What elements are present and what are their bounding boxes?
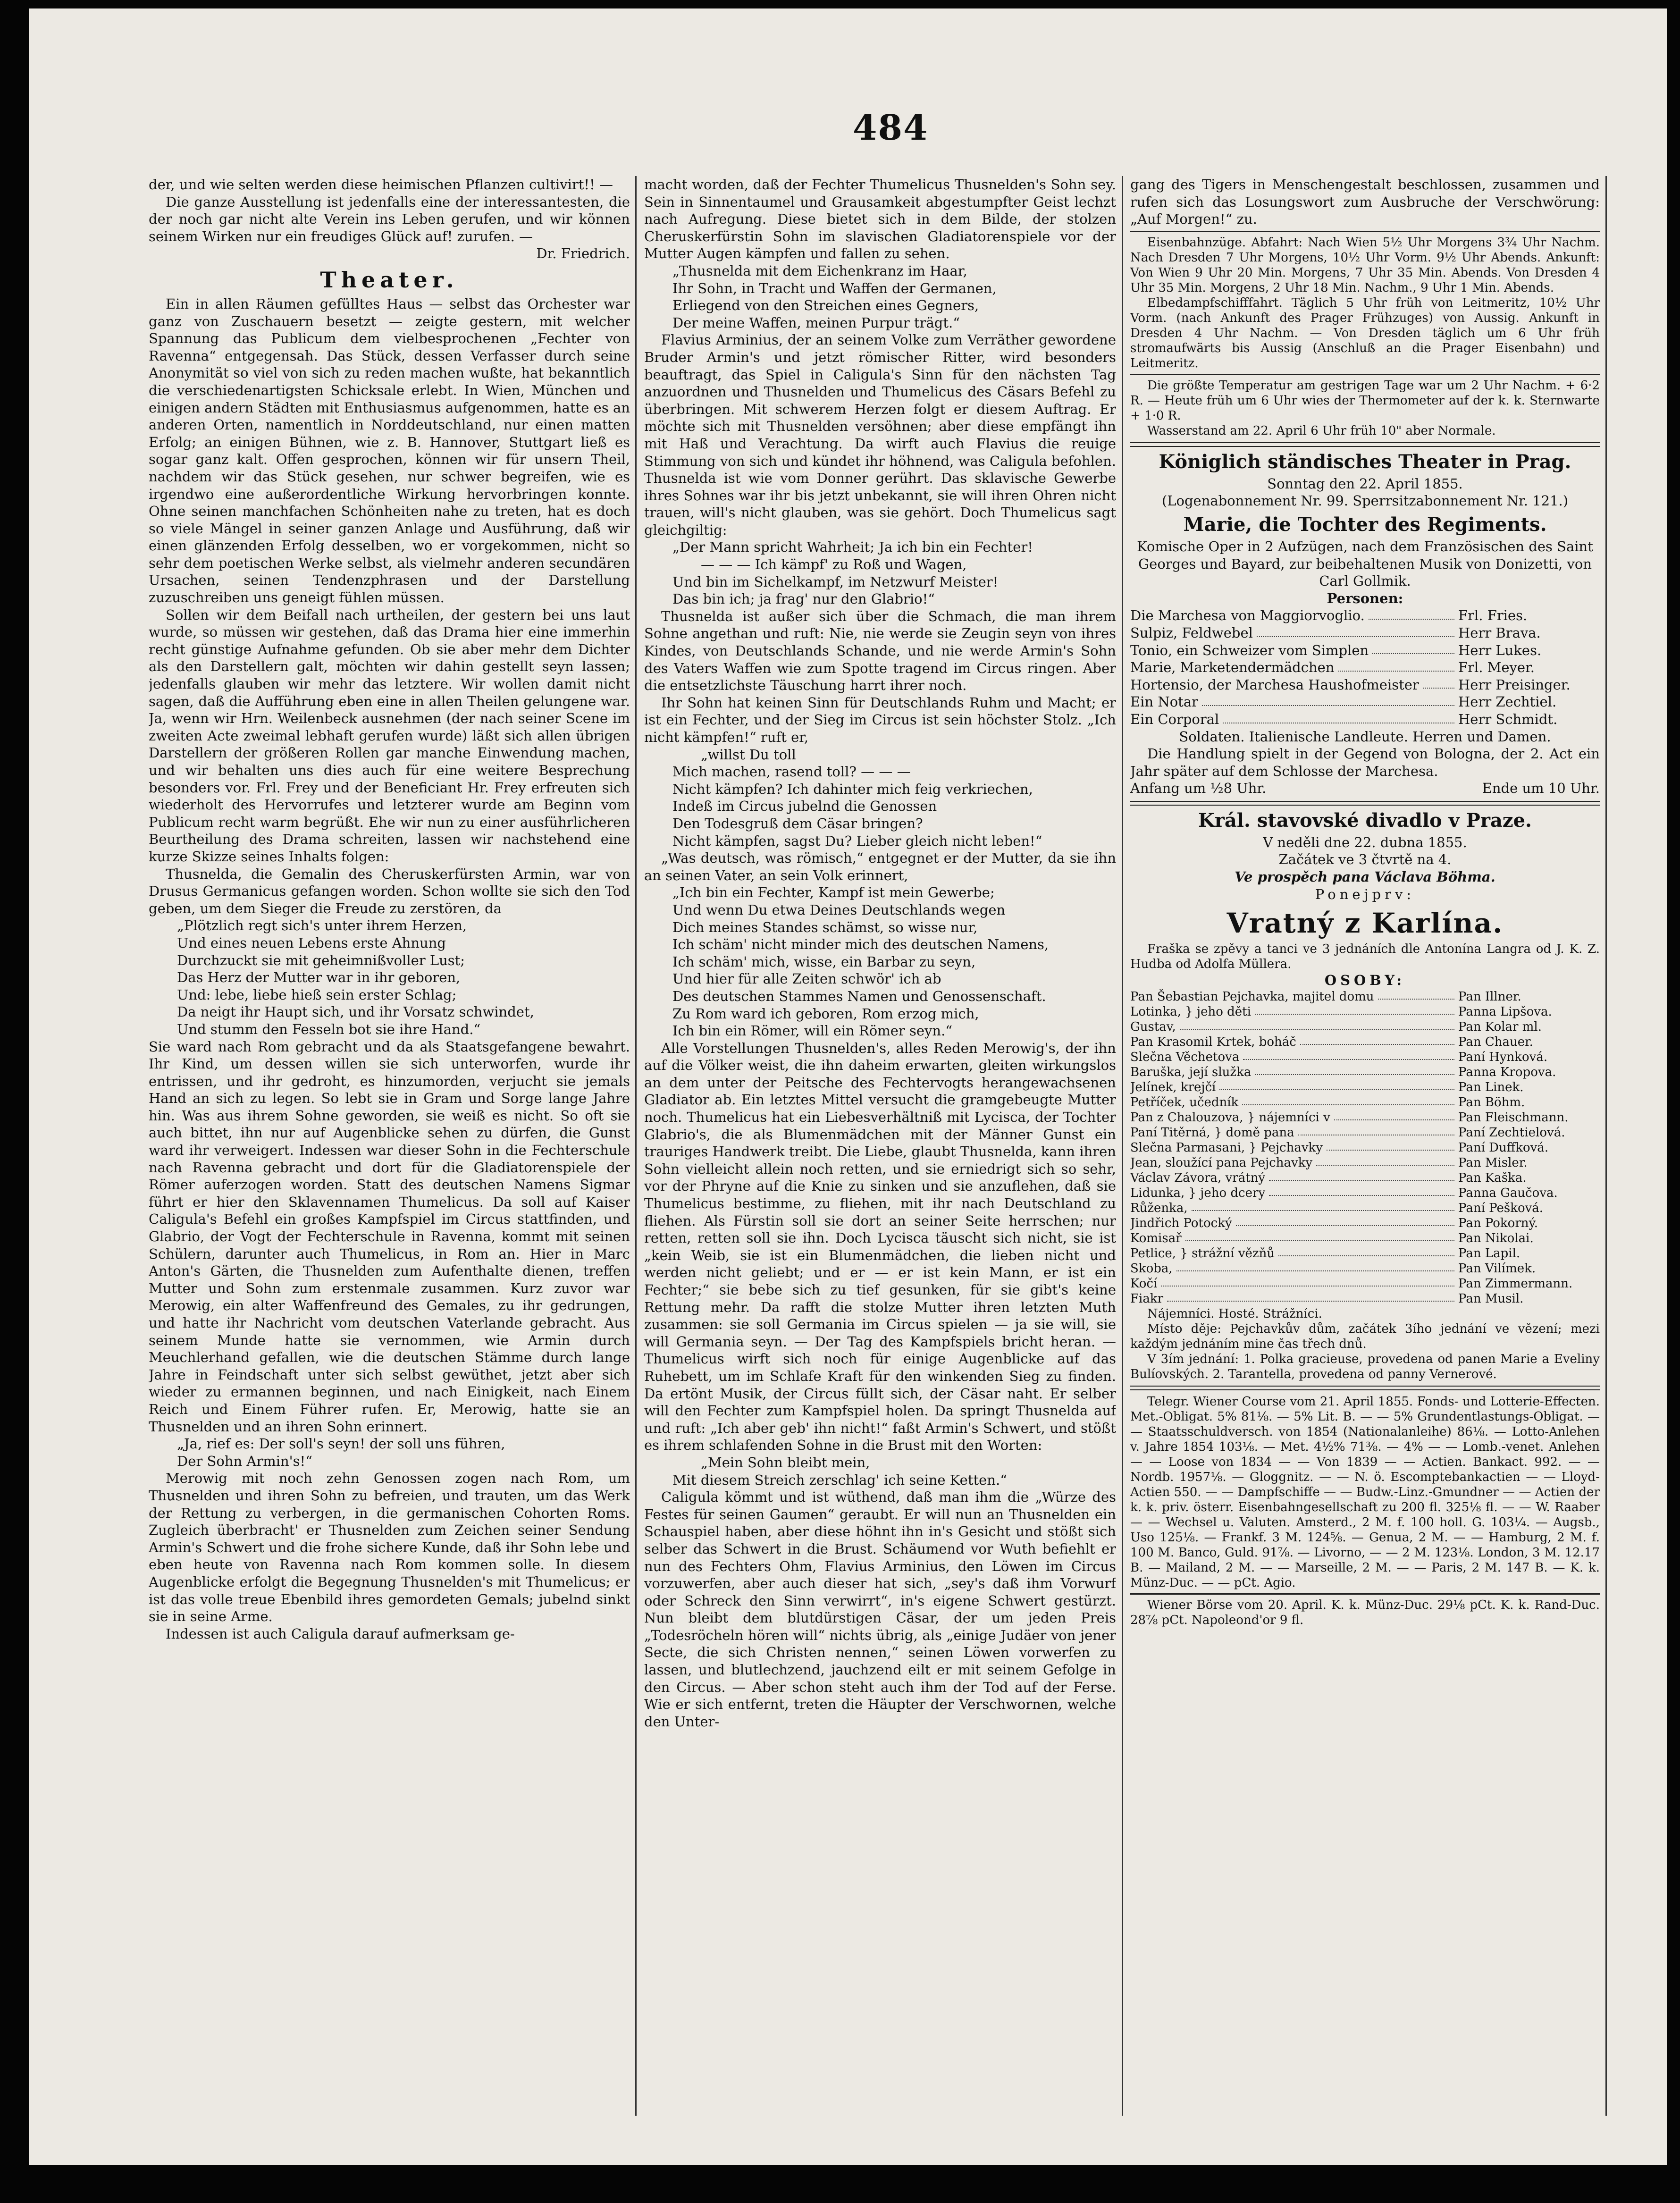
theater-cz-dances: V 3ím jednání: 1. Polka gracieuse, provedena od panen Marie a Eveliny Bulíovských. 2. Tarantella, provedena od panny Vernerové. <box>1130 1352 1600 1381</box>
cast-row <box>1130 693 1600 711</box>
verse-line: Durchzuckt sie mit geheimnißvoller Lust; <box>177 952 465 968</box>
verse-line: Des deutschen Stammes Namen und Genossenschaft. <box>672 988 1046 1004</box>
cast-actor: Panna Kropova. <box>1458 1065 1556 1079</box>
verse-line: Ich schäm' nicht minder mich des deutschen Namens, <box>672 936 1049 953</box>
cast-role: Tonio, ein Schweizer vom Simplen <box>1130 642 1369 658</box>
verse-line: Und eines neuen Lebens erste Ahnung <box>177 934 446 951</box>
cast-actor: Pan Kaška. <box>1458 1170 1527 1185</box>
newspaper-page <box>29 8 1667 2165</box>
cast-actor: Pan Pokorný. <box>1458 1216 1538 1230</box>
cast-role: Skoba, <box>1130 1261 1173 1276</box>
page-number: 484 <box>853 108 929 148</box>
stock-exchange: Wiener Börse vom 20. April. K. k. Münz-Duc. 29⅛ pCt. K. k. Rand-Duc. 28⅞ pCt. Napoleond'or 9 fl. <box>1130 1598 1600 1627</box>
cast-actor: Pan Böhm. <box>1458 1095 1525 1110</box>
cast-actor: Paní Zechtielová. <box>1458 1125 1565 1140</box>
cast-role: Ein Notar <box>1130 694 1198 710</box>
divider <box>1130 231 1600 232</box>
leader-dots <box>1338 659 1455 672</box>
paragraph: Sollen wir dem Beifall nach urtheilen, der gestern bei uns laut wurde, so müssen wir gestehen, daß das Drama hier eine immerhin recht günstige Aufnahme gefunden. Ob sie aber mehr dem Dichter als den Darstellern galt, möchten wir dahin gestellt seyn lassen; jedenfalls glauben wir mehr das letztere. Wir wollen damit nicht sagen, daß die Aufführung eben eine in allen Theilen gelungene war. Ja, wenn wir Hrn. Weilenbeck ausnehmen (der nach seiner Scene im zweiten Acte zweimal lebhaft gerufen wurde) läßt sich allen übrigen Darstellern der größeren Rollen gar manche Einwendung machen, und wir behalten uns dies auch für eine weitere Besprechung besonders vor. Frl. Frey und der Beneficiant Hr. Frey erfreuten sich wiederholt des Hervorrufes und letzterer wurde am Beginn vom Publicum recht warm begrüßt. Ehe wir nun zu einer ausführlicheren Beurtheilung des Drama schreiten, lassen wir nachstehend eine kurze Skizze seines Inhalts folgen: <box>149 606 630 865</box>
divider <box>1130 442 1600 447</box>
cast-row <box>1130 659 1600 676</box>
leader-dots <box>1300 1034 1454 1045</box>
cast-role: Jelínek, krejčí <box>1130 1080 1216 1094</box>
leader-dots <box>1167 1291 1454 1302</box>
cast-role: Pan Šebastian Pejchavka, majitel domu <box>1130 989 1374 1004</box>
cast-role: Die Marchesa von Maggiorvoglio. <box>1130 607 1365 624</box>
cast-row <box>1130 1201 1600 1216</box>
leader-dots <box>1257 624 1454 637</box>
theater-de-abo: (Logenabonnement Nr. 99. Sperrsitzabonnement Nr. 121.) <box>1161 493 1569 509</box>
theater-de-title: Königlich ständisches Theater in Prag. <box>1159 450 1571 473</box>
paragraph: Caligula kömmt und ist wüthend, daß man ihm die „Würze des Festes für seinen Gaumen“ geraubt. Er will nun an Thusnelden ein Schauspiel haben, aber diese höhnt ihn in's Gesicht und stößt sich selber das Schwert in die Brust. Schäumend vor Wuth befiehlt er nun des Fechters Ohm, Flavius Arminius, den Löwen im Circus vorzuwerfen, aber auch dieser hat sich, „sey's daß ihm Vorwurf oder Schreck den Sinn verwirrt“, in's eigene Schwert gestürzt. Nun bleibt dem blutdürstigen Cäsar, der um jeden Preis „Todesröcheln hören will“ nichts übrig, als „einige Judäer von jener Secte, die sich Christen nennen,“ seinen Löwen vorwerfen zu lassen, und blutlechzend, jauchzend eilt er mit seinem Gefolge in den Circus. — Aber schon steht auch ihm der Tod auf der Ferse. Wie er sich entfernt, treten die Häupter der Verschwornen, welche den Unter- <box>644 1489 1116 1730</box>
cast-row <box>1130 642 1600 659</box>
verse-line: Das Herz der Mutter war in ihr geboren, <box>177 969 461 986</box>
cast-row <box>1130 1050 1600 1065</box>
verse-line: „Plötzlich regt sich's unter ihrem Herzen, <box>177 917 467 934</box>
verse-line: Indeß im Circus jubelnd die Genossen <box>672 798 937 815</box>
verse-line: Der meine Waffen, meinen Purpur trägt.“ <box>672 314 960 331</box>
divider <box>1130 1593 1600 1595</box>
column-rule <box>1605 176 1607 2116</box>
leader-dots <box>1176 1261 1454 1271</box>
steamboat-schedule: Elbedampfschifffahrt. Täglich 5 Uhr früh von Leitmeritz, 10½ Uhr Vorm. (nach Ankunft des Prager Frühzuges) von Aussig. Ankunft in Dresden 4 Uhr Nachm. — Von Dresden täglich um 6 Uhr früh stromaufwärts bis Aussig (Anschluß an die Prager Eisenbahn) und Leitmeritz. <box>1130 295 1600 370</box>
theater-cz-title: Král. stavovské divadlo v Praze. <box>1198 809 1532 832</box>
verse-line: „Mein Sohn bleibt mein, <box>701 1454 870 1471</box>
paragraph: gang des Tigers in Menschengestalt beschlossen, zusammen und rufen sich das Losungswort zum Ausbruche der Verschwörung: „Auf Morgen!“ zu. <box>1130 177 1600 227</box>
cast-role: Kočí <box>1130 1276 1158 1291</box>
cast-row <box>1130 1034 1600 1050</box>
leader-dots <box>1378 989 1455 1000</box>
cast-role: Paní Titěrná, } domě pana <box>1130 1125 1294 1140</box>
leader-dots <box>1202 693 1454 706</box>
cast-role: Pan z Chalouzova, } nájemníci v <box>1130 1110 1330 1125</box>
leader-dots <box>1327 1140 1454 1151</box>
leader-dots <box>1269 1170 1454 1181</box>
persons-heading: OSOBY: <box>1324 972 1406 989</box>
paragraph: Die ganze Ausstellung ist jedenfalls eine der interessantesten, die der noch gar nicht alte Verein ins Leben gerufen, und wir können seinem Wirken nur ein freudiges Glück auf! zurufen. — <box>149 193 630 244</box>
cast-actor: Paní Pešková. <box>1458 1201 1544 1215</box>
cast-actor: Frl. Meyer. <box>1458 659 1535 676</box>
theater-cz-date: V neděli dne 22. dubna 1855. <box>1263 834 1467 850</box>
cast-actor: Pan Illner. <box>1458 989 1521 1004</box>
cast-role: Jindřich Potocký <box>1130 1216 1232 1230</box>
leader-dots <box>1298 1125 1454 1135</box>
paragraph: Alle Vorstellungen Thusnelden's, alles Reden Merowig's, der ihn auf die Völker weist, die ihn daheim erwarten, gleiten wirkungslos an dem unter der Peitsche des Fechtervogts herangewachsenen Gladiator ab. Ein letztes Mittel versucht die gramgebeugte Mutter noch. Thumelicus hat ein Liebesverhältniß mit Lycisca, der Tochter Glabrio's, die als Blumenmädchen mit der Männer Gunst ein trauriges Handwerk treibt. Die Liebe, glaubt Thusnelda, kann ihren Sohn vielleicht allein noch retten, und sie erniedrigt sich so sehr, vor der Phryne auf die Knie zu sinken und sie anzuflehen, daß sie Thumelicus bestimme, zu fliehen, mit ihr nach Deutschland zu fliehen. Als Fürstin soll sie dort an seiner Seite herrschen; nur retten, retten soll sie ihn. Doch Lycisca täuscht sich nicht, sie ist „kein Weib, sie ist ein Blumenmädchen, die lieben nicht und werden nicht geliebt; und er — er ist kein Mann, er ist ein Fechter;“ sie bebe sich zu tief gesunken, für sie gibt's keine Rettung mehr. Da rafft die stolze Mutter ihren letzten Muth zusammen: sie soll Germania im Circus spielen — ja sie will, sie will Germania seyn. — Der Tag des Kampfspiels bricht heran. — Thumelicus wirft sich noch für einige Augenblicke auf das Ruhebett, um im Schlafe Kraft für den winkenden Sieg zu finden. Da ertönt Musik, der Circus füllt sich, der Cäsar naht. Er selber will den Fechter zum Kampfspiel holen. Da springt Thusnelda auf und ruft: „Ich aber geb' ihn nicht!“ faßt Armin's Schwert, und stößt es ihrem schlafenden Sohne in die Brust mit den Worten: <box>644 1040 1116 1454</box>
verse-line: Erliegend von den Streichen eines Gegners, <box>672 297 979 314</box>
cast-actor: Herr Zechtiel. <box>1458 694 1557 710</box>
cast-row <box>1130 1080 1600 1095</box>
cast-row <box>1130 1125 1600 1140</box>
cast-role: Slečna Věchetova <box>1130 1050 1240 1064</box>
verse-line: „Thusnelda mit dem Eichenkranz im Haar, <box>672 262 967 279</box>
cast-actor: Pan Musil. <box>1458 1291 1524 1306</box>
cast-actor: Herr Schmidt. <box>1458 711 1558 727</box>
cast-role: Petlice, } strážní vězňů <box>1130 1246 1275 1261</box>
cast-role: Gustav, <box>1130 1019 1176 1034</box>
water-level: Wasserstand am 22. April 6 Uhr früh 10" aber Normale. <box>1147 423 1496 438</box>
verse-line: Ich schäm' mich, wisse, ein Barbar zu seyn, <box>672 953 976 970</box>
cast-role: Ein Corporal <box>1130 711 1219 727</box>
cast-actor: Pan Vilímek. <box>1458 1261 1536 1276</box>
theater-cz-play: Vratný z Karlína. <box>1226 907 1504 940</box>
verse-line: Den Todesgruß dem Cäsar bringen? <box>672 815 923 832</box>
theater-de-extras: Soldaten. Italienische Landleute. Herren und Damen. <box>1179 728 1551 745</box>
weather-report: Die größte Temperatur am gestrigen Tage war um 2 Uhr Nachm. + 6·2 R. — Heute früh um 6 Uhr wies der Thermometer auf der k. k. Sternwarte + 1·0 R. <box>1130 378 1600 423</box>
cast-role: Jean, sloužící pana Pejchavky <box>1130 1155 1313 1170</box>
divider <box>1130 374 1600 375</box>
cast-list-cz <box>1130 989 1600 1306</box>
verse-line: Und: lebe, liebe hieß sein erster Schlag; <box>177 986 457 1003</box>
cast-row <box>1130 1186 1600 1201</box>
verse-line: Und bin im Sichelkampf, im Netzwurf Meister! <box>672 573 999 590</box>
leader-dots <box>1372 642 1454 655</box>
cast-actor: Panna Lipšova. <box>1458 1004 1552 1019</box>
cast-role: Hortensio, der Marchesa Haushofmeister <box>1130 676 1419 693</box>
cast-list-de <box>1130 607 1600 728</box>
cast-row <box>1130 676 1600 694</box>
leader-dots <box>1242 1095 1454 1105</box>
leader-dots <box>1369 607 1454 620</box>
divider <box>1130 1386 1600 1390</box>
paragraph: Sie ward nach Rom gebracht und da als Staatsgefangene bewahrt. Ihr Kind, um dessen willen sie sich unterworfen, wurde ihr entrissen, und ihr gedroht, es hinzumorden, verjucht sie jemals Hand an sich zu legen. So lebt sie in Gram und Sorge lange Jahre hin. Was aus ihrem Sohne geworden, sie weiß es nicht. So oft sie auch bittet, ihn nur auf Augenblicke sehen zu dürfen, die Gunst ward ihr verweigert. Indessen war dieser Sohn in die Fechterschule nach Ravenna gebracht und dort für die Gladiatorenspiele der Römer auferzogen worden. Statt des deutschen Namens Sigmar führt er hier den Sklavennamen Thumelicus. Da soll auf Kaiser Caligula's Befehl ein großes Kampfspiel im Circus stattfinden, und Glabrio, der Vogt der Fechterschule in Ravenna, kommt mit seinen Schülern, darunter auch Thumelicus, in Rom an. Hier in Marc Anton's Gärten, die Thusnelden zum Aufenthalte dienen, treffen Mutter und Sohn zum erstenmale zusammen. Kurz zuvor war Merowig, ein alter Waffenfreund des Gemales, zu ihr gedrungen, und hatte ihr Nachricht vom deutschen Vaterlande gebracht. Aus seinem Munde hatte sie vernommen, wie Armin durch Meuchlerhand gefallen, wie die deutschen Stämme durch lange Jahre in Feindschaft unter sich selbst gewüthet, jetzt aber sich wieder zu ermannen beginnen, und nach Einigkeit, nach Einem Reich und Einem Führer rufen. Er, Merowig, hatte sie an Thusnelden und an ihren Sohn erinnert. <box>149 1038 630 1435</box>
theater-cz-first: Ponejprv: <box>1315 886 1415 902</box>
verse-line: Nicht kämpfen, sagst Du? Lieber gleich nicht leben!“ <box>672 832 1042 849</box>
verse-line: Und stumm den Fesseln bot sie ihre Hand.“ <box>177 1021 481 1037</box>
theater-cz-setting: Místo děje: Pejchavkův dům, začátek 3ího jednání ve vězení; mezi každým jednáním mine čas třech dnů. <box>1130 1321 1600 1351</box>
divider <box>1130 801 1600 806</box>
cast-actor: Panna Gaučova. <box>1458 1186 1558 1200</box>
cast-row <box>1130 1110 1600 1125</box>
signature: Dr. Friedrich. <box>536 245 630 262</box>
cast-row <box>1130 1231 1600 1246</box>
paragraph: Ihr Sohn hat keinen Sinn für Deutschlands Ruhm und Macht; er ist ein Fechter, und der Sieg im Circus ist sein höchster Stolz. „Ich nicht kämpfen!“ ruft er, <box>644 694 1116 745</box>
paragraph: Flavius Arminius, der an seinem Volke zum Verräther gewordene Bruder Armin's und jetzt römischer Ritter, wird besonders beauftragt, das Spiel in Caligula's Sinn für den nächsten Tag anzuordnen und Thusnelden und Thumelicus des Cäsars Befehl zu überbringen. Mit schwerem Herzen folgt er diesem Auftrag. Er möchte sich mit Thusnelden versöhnen; aber diese empfängt ihn mit Haß und Verachtung. Da wirft auch Flavius die reuige Stimmung von sich und kündet ihr höhnend, was Caligula befohlen. Thusnelda ist wie vom Donner gerührt. Das sklavische Gewerbe ihres Sohnes war ihr bis jetzt unbekannt, sie will ihren Ohren nicht trauen, will's nicht glauben, was sie gehört. Doch Thumelicus sagt gleichgiltig: <box>644 332 1116 538</box>
leader-dots <box>1255 1004 1454 1015</box>
cast-row <box>1130 624 1600 642</box>
verse-line: Das bin ich; ja frag' nur den Glabrio!“ <box>672 591 935 607</box>
theater-cz-start: Začátek ve 3 čtvrtě na 4. <box>1278 851 1452 868</box>
theater-de-play: Marie, die Tochter des Regiments. <box>1183 513 1547 536</box>
cast-actor: Pan Fleischmann. <box>1458 1110 1569 1125</box>
leader-dots <box>1223 711 1454 723</box>
end-time: Ende um 10 Uhr. <box>1482 780 1600 797</box>
column-1 <box>149 176 630 2116</box>
column-rule <box>635 176 637 2116</box>
cast-row <box>1130 1216 1600 1231</box>
verse-line: Und hier für alle Zeiten schwör' ich ab <box>672 971 941 987</box>
cast-role: Baruška, její služka <box>1130 1065 1252 1079</box>
cast-row <box>1130 1261 1600 1276</box>
leader-dots <box>1236 1216 1454 1226</box>
cast-row <box>1130 1095 1600 1110</box>
column-2 <box>644 176 1116 2116</box>
cast-row <box>1130 1170 1600 1186</box>
cast-actor: Herr Lukes. <box>1458 642 1542 658</box>
leader-dots <box>1255 1065 1454 1075</box>
cast-actor: Frl. Fries. <box>1458 607 1528 624</box>
leader-dots <box>1180 1019 1454 1030</box>
paragraph: Merowig mit noch zehn Genossen zogen nach Rom, um Thusnelden und ihren Sohn zu befreien, und trauten, um das Werk der Rettung zu verbergen, in die germanischen Cohorten Roms. Zugleich überbracht' er Thusnelden zum Zeichen seiner Sendung Armin's Schwert und die frohe sichere Kunde, daß ihr Sohn lebe und eben heute von Ravenna nach Rom kommen solle. In diesem Augenblicke erfolgt die Begegnung Thusnelden's mit Thumelicus; er ist das volle treue Ebenbild ihres gemordeten Gemals; jubelnd sinkt sie in seine Arme. <box>149 1470 630 1625</box>
cast-row <box>1130 1065 1600 1080</box>
cast-actor: Pan Lapil. <box>1458 1246 1520 1261</box>
cast-actor: Pan Kolar ml. <box>1458 1019 1542 1034</box>
theater-de-setting: Die Handlung spielt in der Gegend von Bologna, der 2. Act ein Jahr später auf dem Schlosse der Marchesa. <box>1130 746 1600 779</box>
cast-row <box>1130 607 1600 624</box>
cast-role: Slečna Parmasani, } Pejchavky <box>1130 1140 1323 1155</box>
paragraph: „Was deutsch, was römisch,“ entgegnet er der Mutter, da sie ihn an seinen Vater, an sein Volk erinnert, <box>644 850 1116 883</box>
paragraph: macht worden, daß der Fechter Thumelicus Thusnelden's Sohn sey. Sein in Sinnentaumel und Grausamkeit abgestumpfter Geist lechzt nach Aufregung. Diese bietet sich in dem Bilde, der stolzen Cheruskerfürstin Sohn im slavischen Gladiatorenspiele vor der Mutter Augen kämpfen und fallen zu sehen. <box>644 177 1116 262</box>
verse-line: Zu Rom ward ich geboren, Rom erzog mich, <box>672 1005 979 1022</box>
leader-dots <box>1219 1080 1454 1090</box>
cast-row <box>1130 1155 1600 1170</box>
paragraph: Thusnelda, die Gemalin des Cheruskerfürsten Armin, war von Drusus Germanicus gefangen worden. Schon wollte sie sich den Tod geben, um dem Sieger die Freude zu zerstören, da <box>149 866 630 917</box>
leader-dots <box>1185 1231 1454 1241</box>
cast-actor: Herr Preisinger. <box>1458 676 1571 693</box>
cast-role: Fiakr <box>1130 1291 1164 1306</box>
cast-role: Václav Závora, vrátný <box>1130 1170 1266 1185</box>
verse-line: Ich bin ein Römer, will ein Römer seyn.“ <box>672 1023 953 1039</box>
verse-line: Und wenn Du etwa Deines Deutschlands wegen <box>672 901 1006 918</box>
section-heading-theater: Theater. <box>320 267 459 293</box>
theater-de-times <box>1130 780 1600 797</box>
cast-row <box>1130 989 1600 1004</box>
verse-line: Der Sohn Armin's!“ <box>177 1453 312 1469</box>
cast-role: Pan Krasomil Krtek, boháč <box>1130 1034 1296 1049</box>
theater-de-desc: Komische Oper in 2 Aufzügen, nach dem Französischen des Saint Georges und Bayard, zur beibehaltenen Musik von Donizetti, von Carl Gollmik. <box>1137 538 1593 589</box>
cast-actor: Herr Brava. <box>1458 624 1541 641</box>
column-3 <box>1130 176 1600 2116</box>
leader-dots <box>1269 1186 1454 1196</box>
verse-line: Mit diesem Streich zerschlag' ich seine Ketten.“ <box>672 1471 1008 1488</box>
cast-actor: Paní Hynková. <box>1458 1050 1548 1064</box>
leader-dots <box>1161 1276 1454 1286</box>
theater-cz-extras: Nájemníci. Hosté. Strážníci. <box>1147 1306 1322 1321</box>
cast-row <box>1130 1019 1600 1034</box>
paragraph: der, und wie selten werden diese heimischen Pflanzen cultivirt!! — <box>149 177 613 193</box>
leader-dots <box>1243 1050 1454 1060</box>
verse-line: „willst Du toll <box>701 746 796 763</box>
verse-line: — — — Ich kämpf' zu Roß und Wagen, <box>701 556 967 573</box>
paragraph: Ein in allen Räumen gefülltes Haus — selbst das Orchester war ganz von Zuschauern besetzt — zeigte gestern, mit welcher Spannung das Publicum dem vielbesprochenen „Fechter von Ravenna“ entgegensah. Das Stück, dessen Verfasser durch seine Anonymität so viel von sich zu reden machen wußte, hat bekanntlich die verschiedenartigsten Schicksale erlebt. In Wien, München und einigen andern Städten mit Enthusiasmus aufgenommen, hatte es an anderen Orten, namentlich in Norddeutschland, nur einen matten Erfolg; an einigen Bühnen, wie z. B. Hannover, Stuttgart ließ es sogar ganz kalt. Offen gesprochen, können wir für unsern Theil, nachdem wir das Stück gesehen, nur schwer begreifen, wie es irgendwo eine außerordentliche Wirkung hervorbringen konnte. Ohne seinen manchfachen Schönheiten nahe zu treten, hat es doch so viele Mängel in seiner ganzen Anlage und Ausführung, daß wir einen glänzenden Erfolg desselben, wo er vorgekommen, nicht so sehr dem poetischen Werke selbst, als vielmehr anderen secundären Ursachen, seinen Tendenzphrasen und der Darstellung zuzuschreiben uns geneigt fühlen müssen. <box>149 295 630 606</box>
cast-actor: Pan Misler. <box>1458 1155 1528 1170</box>
cast-row <box>1130 1276 1600 1291</box>
cast-row <box>1130 1140 1600 1155</box>
exchange-rates: Telegr. Wiener Course vom 21. April 1855. Fonds- und Lotterie-Effecten. Met.-Obligat. 5% 81⅛. — 5% Lit. B. — — 5% Grundentlastungs-Obligat. — — Staatsschuldversch. von 1854 (Nationalanleihe) 86⅛. — Lotto-Anlehen v. Jahre 1854 103⅛. — Met. 4½% 71⅜. — 4% — — Lomb.-venet. Anlehen — — Loose von 1834 — — Von 1839 — — Actien. Bankact. 992. — — Nordb. 1957⅛. — Gloggnitz. — — N. ö. Escomptebankactien — — Lloyd-Actien 550. — — Dampfschiffe — — Budw.-Linz.-Gmundner — — Actien der k. k. priv. österr. Eisenbahngesellschaft zu 200 fl. 325⅛ fl. — — W. Raaber — — Wechsel u. Valuten. Amsterd., 2 M. f. 100 holl. G. 103¼. — Augsb., Uso 125⅛. — Frankf. 3 M. 124⅝. — Genua, 2 M. — — Hamburg, 2 M. f. 100 M. Banco, Guld. 91⅞. — Livorno, — — 2 M. 123⅛. London, 3 M. 12.17 B. — Mailand, 2 M. — — Marseille, 2 M. — — Paris, 2 M. 147 B. — K. k. Münz-Duc. — — pCt. Agio. <box>1130 1394 1600 1590</box>
cast-role: Marie, Marketendermädchen <box>1130 659 1335 676</box>
cast-role: Petříček, učedník <box>1130 1095 1239 1110</box>
cast-role: Lotinka, } jeho děti <box>1130 1004 1251 1019</box>
verse-line: Dich meines Standes schämst, so wisse nur, <box>672 919 978 935</box>
verse-line: Nicht kämpfen? Ich dahinter mich feig verkriechen, <box>672 781 1033 797</box>
leader-dots <box>1192 1201 1454 1211</box>
theater-cz-benefit: Ve prospěch pana Václava Böhma. <box>1235 869 1495 885</box>
paragraph: Indessen ist auch Caligula darauf aufmerksam ge- <box>166 1625 515 1642</box>
cast-actor: Paní Duffková. <box>1458 1140 1549 1155</box>
cast-role: Komisař <box>1130 1231 1182 1245</box>
rail-schedule: Eisenbahnzüge. Abfahrt: Nach Wien 5½ Uhr Morgens 3¾ Uhr Nachm. Nach Dresden 7 Uhr Morgens, 10½ Uhr Vorm. 9½ Uhr Abends. Ankunft: Von Wien 9 Uhr 20 Min. Morgens, 7 Uhr 35 Min. Abends. Von Dresden 4 Uhr 35 Min. Morgens, 2 Uhr 18 Min. Nachm., 9 Uhr 1 Min. Abends. <box>1130 235 1600 295</box>
cast-actor: Pan Zimmermann. <box>1458 1276 1573 1291</box>
persons-heading: Personen: <box>1327 590 1403 606</box>
cast-actor: Pan Nikolai. <box>1458 1231 1534 1245</box>
theater-de-date: Sonntag den 22. April 1855. <box>1267 475 1463 492</box>
cast-row <box>1130 711 1600 728</box>
cast-role: Sulpiz, Feldwebel <box>1130 624 1253 641</box>
verse-line: Da neigt ihr Haupt sich, und ihr Vorsatz schwindet, <box>177 1004 534 1020</box>
cast-actor: Pan Linek. <box>1458 1080 1524 1094</box>
cast-actor: Pan Chauer. <box>1458 1034 1533 1049</box>
verse-line: Mich machen, rasend toll? — — — <box>672 764 911 780</box>
theater-cz-desc: Fraška se zpěvy a tanci ve 3 jednáních dle Antonína Langra od J. K. Z. Hudba od Adolfa Müllera. <box>1130 942 1600 972</box>
verse-line: „Ich bin ein Fechter, Kampf ist mein Gewerbe; <box>672 884 995 901</box>
cast-row <box>1130 1004 1600 1019</box>
verse-line: „Ja, rief es: Der soll's seyn! der soll uns führen, <box>177 1436 505 1452</box>
verse-line: „Der Mann spricht Wahrheit; Ja ich bin ein Fechter! <box>672 539 1033 555</box>
leader-dots <box>1423 676 1454 689</box>
cast-role: Růženka, <box>1130 1201 1188 1215</box>
cast-row <box>1130 1291 1600 1306</box>
leader-dots <box>1278 1246 1454 1256</box>
cast-role: Lidunka, } jeho dcery <box>1130 1186 1266 1200</box>
paragraph: Thusnelda ist außer sich über die Schmach, die man ihrem Sohne angethan und ruft: Nie, nie werde sie Zeugin seyn von ihres Kindes, von Deutschlands Schande, und nie werde Armin's Sohn des Vaters Waffen wie zum Spotte tragend im Circus ringen. Aber die entsetzlichste Täuschung harrt ihrer noch. <box>644 608 1116 694</box>
start-time: Anfang um ½8 Uhr. <box>1130 780 1267 797</box>
leader-dots <box>1316 1155 1454 1166</box>
cast-row <box>1130 1246 1600 1261</box>
verse-line: Ihr Sohn, in Tracht und Waffen der Germanen, <box>672 280 997 296</box>
column-rule <box>1122 176 1123 2116</box>
leader-dots <box>1334 1110 1454 1120</box>
